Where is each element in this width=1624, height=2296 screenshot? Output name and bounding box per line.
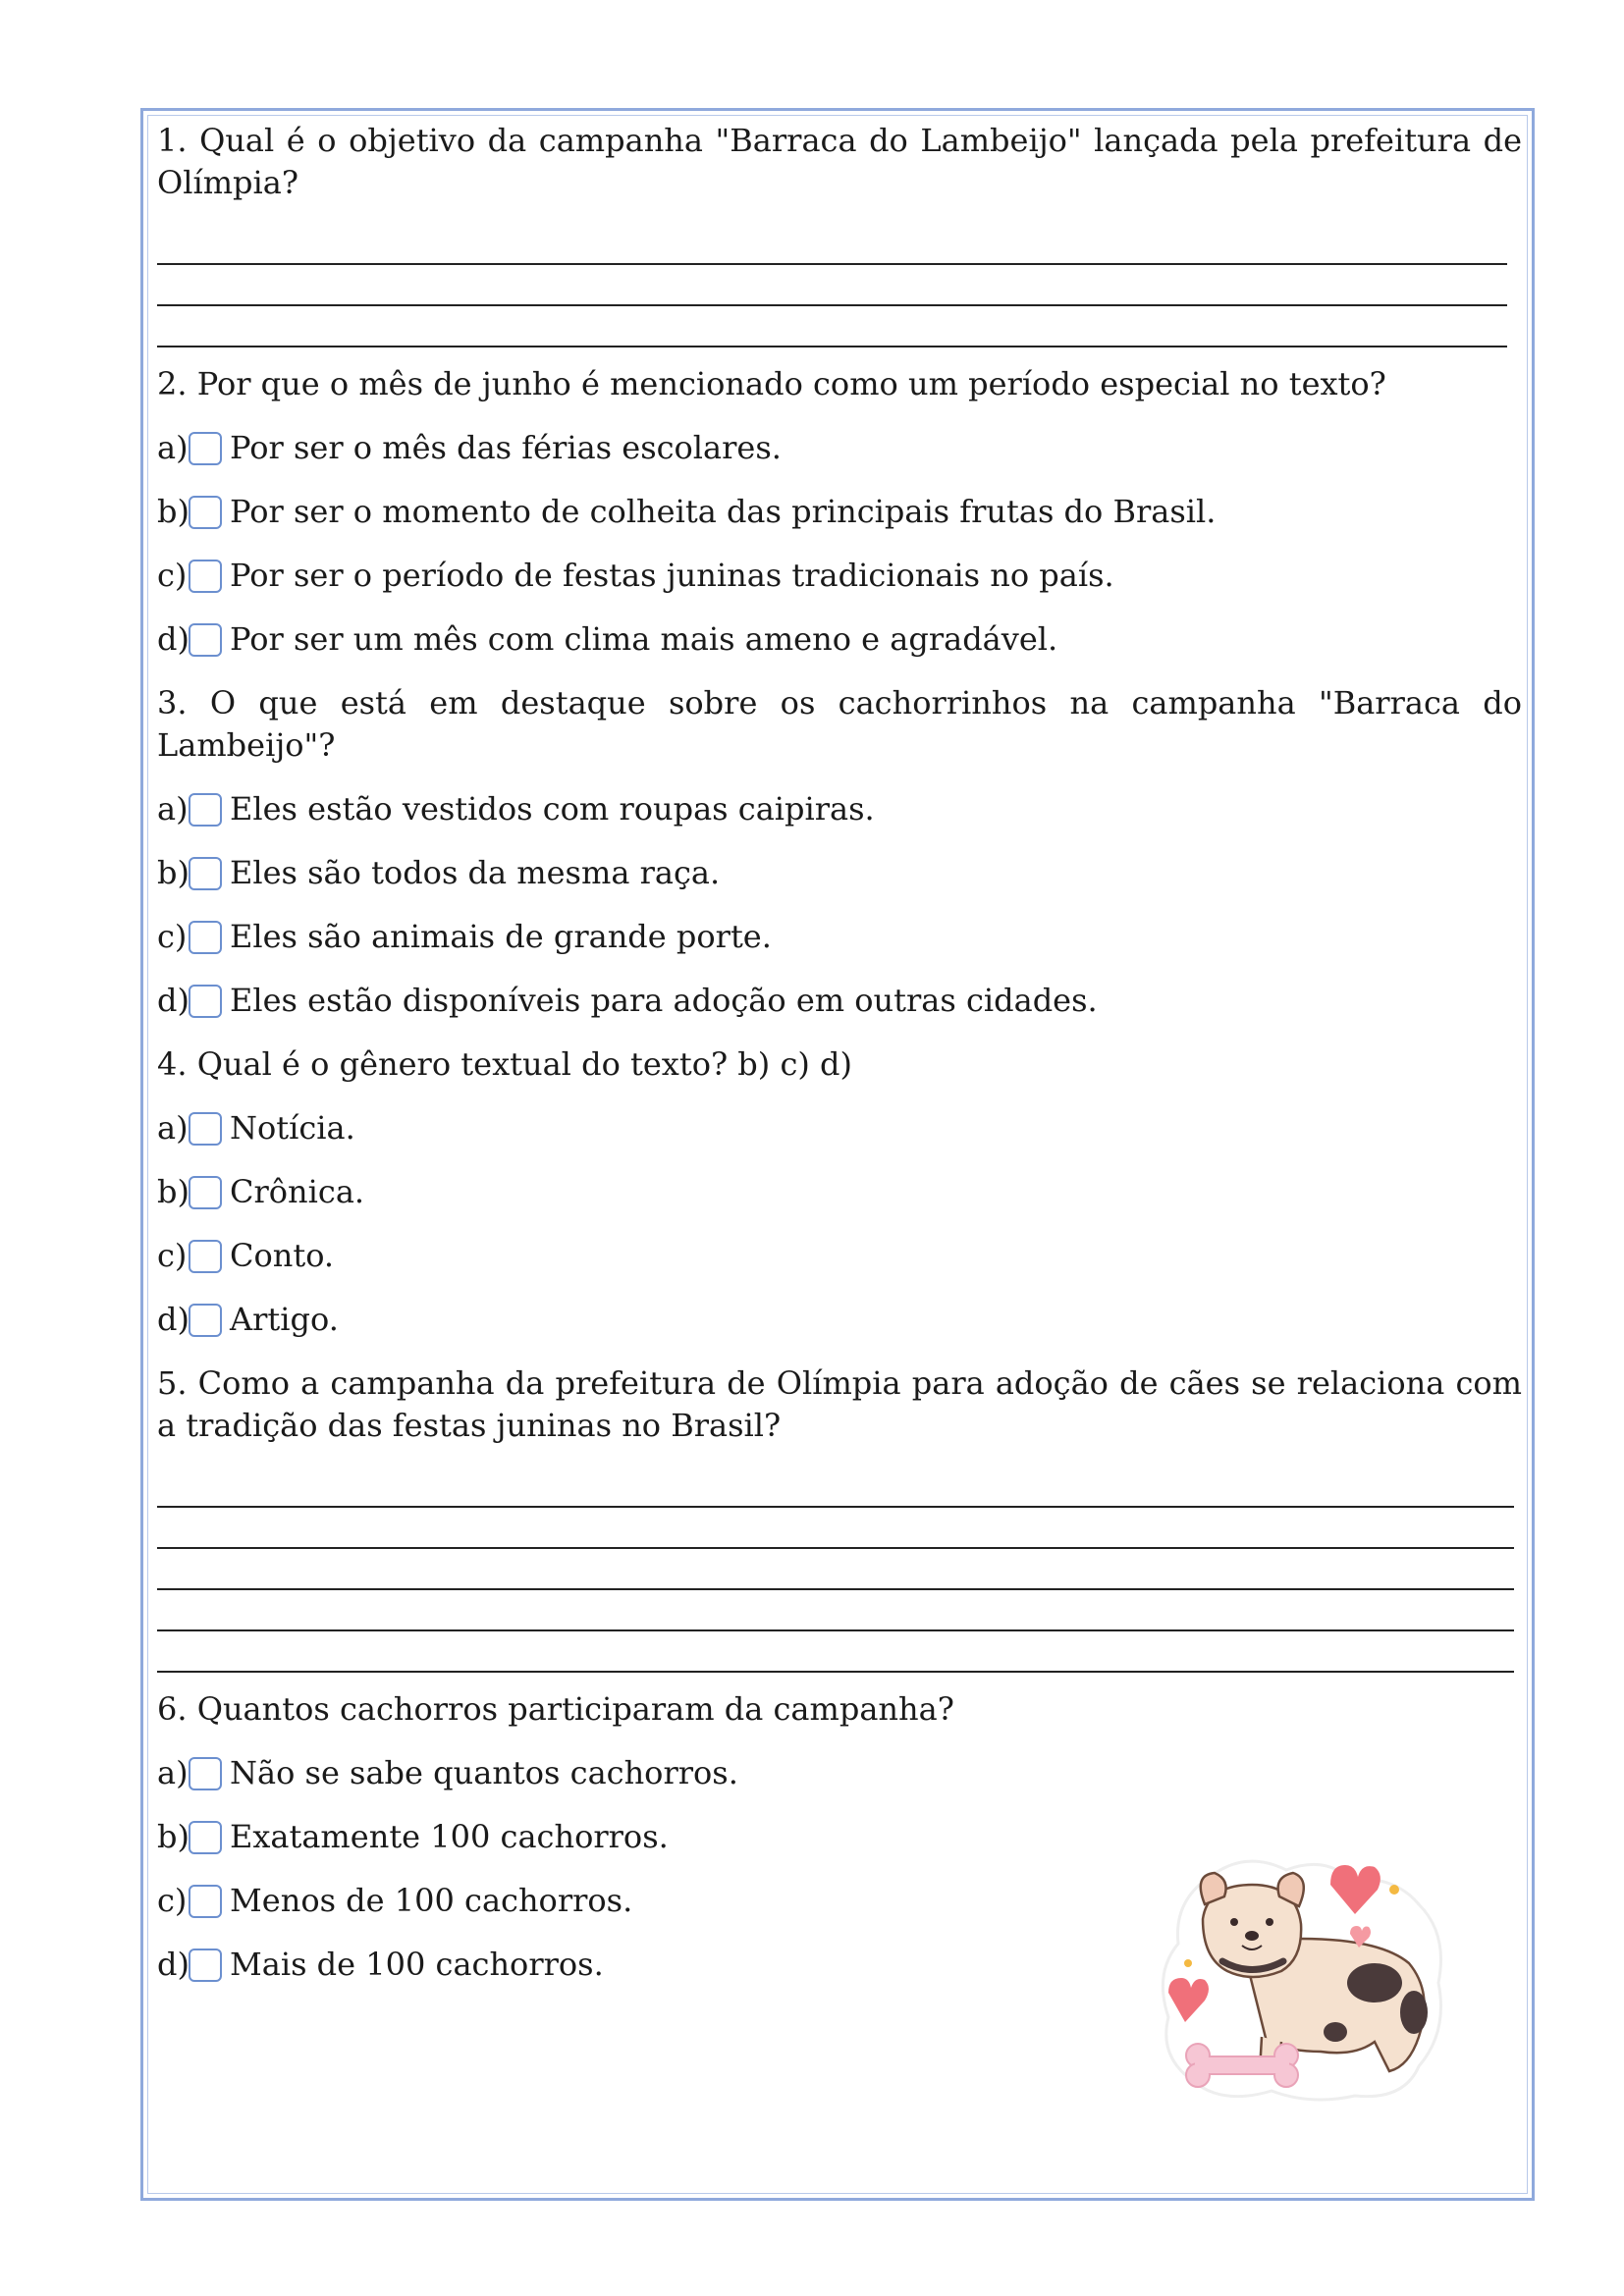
checkbox[interactable] xyxy=(189,857,222,890)
option-text: Crônica. xyxy=(230,1173,365,1210)
question-4 xyxy=(157,1043,1522,1341)
option-letter: b) xyxy=(157,493,189,530)
checkbox[interactable] xyxy=(189,1240,222,1273)
option-letter: b) xyxy=(157,854,189,891)
checkbox[interactable] xyxy=(189,793,222,827)
checkbox[interactable] xyxy=(189,623,222,657)
dog-illustration xyxy=(1154,1845,1453,2110)
question-5-text: 5. Como a campanha da prefeitura de Olímpia para adoção de cães se relaciona com a tradição das festas juninas no Brasil? xyxy=(157,1364,1522,1444)
answer-line[interactable] xyxy=(157,1467,1514,1508)
question-4-text: 4. Qual é o gênero textual do texto? b) c) d) xyxy=(157,1045,852,1083)
dog-eye xyxy=(1266,1918,1273,1926)
question-3-text: 3. O que está em destaque sobre os cachorrinhos na campanha "Barraca do Lambeijo"? xyxy=(157,684,1522,764)
option-2b[interactable] xyxy=(157,491,1522,533)
option-letter: d) xyxy=(157,1301,189,1338)
option-text: Conto. xyxy=(230,1237,335,1274)
option-letter: a) xyxy=(157,1754,189,1791)
answer-line[interactable] xyxy=(157,224,1507,265)
checkbox[interactable] xyxy=(189,1949,222,1982)
answer-lines-5 xyxy=(157,1467,1522,1673)
answer-line[interactable] xyxy=(157,265,1507,306)
option-4a[interactable] xyxy=(157,1107,1522,1149)
checkbox[interactable] xyxy=(189,921,222,954)
option-text: Por ser o momento de colheita das principais frutas do Brasil. xyxy=(230,493,1217,530)
dot-icon xyxy=(1184,1959,1192,1967)
option-letter: c) xyxy=(157,1237,188,1274)
checkbox[interactable] xyxy=(189,1112,222,1146)
question-5 xyxy=(157,1362,1522,1673)
option-2d[interactable] xyxy=(157,618,1522,661)
option-3a[interactable] xyxy=(157,788,1522,830)
question-3 xyxy=(157,682,1522,1022)
checkbox[interactable] xyxy=(189,1885,222,1918)
dog-eye xyxy=(1230,1918,1238,1926)
option-text: Por ser o período de festas juninas tradicionais no país. xyxy=(230,557,1114,594)
checkbox[interactable] xyxy=(189,1757,222,1790)
dog-spot xyxy=(1400,1991,1428,2034)
option-letter: b) xyxy=(157,1818,189,1855)
question-2 xyxy=(157,363,1522,661)
answer-line[interactable] xyxy=(157,306,1507,347)
question-1-text: 1. Qual é o objetivo da campanha "Barraca do Lambeijo" lançada pela prefeitura de Olímpia? xyxy=(157,122,1522,201)
option-text: Mais de 100 cachorros. xyxy=(230,1946,604,1983)
dog-spot xyxy=(1347,1963,1402,2002)
answer-line[interactable] xyxy=(157,1549,1514,1590)
option-text: Não se sabe quantos cachorros. xyxy=(230,1754,738,1791)
option-letter: a) xyxy=(157,429,189,466)
checkbox[interactable] xyxy=(189,560,222,593)
option-letter: a) xyxy=(157,790,189,828)
option-text: Notícia. xyxy=(230,1109,355,1147)
dog-nose xyxy=(1245,1931,1259,1941)
option-4b[interactable] xyxy=(157,1171,1522,1213)
option-text: Eles estão vestidos com roupas caipiras. xyxy=(230,790,875,828)
option-text: Menos de 100 cachorros. xyxy=(230,1882,633,1919)
worksheet xyxy=(157,116,1522,2007)
option-letter: a) xyxy=(157,1109,189,1147)
dog-spot xyxy=(1324,2022,1347,2042)
checkbox[interactable] xyxy=(189,496,222,529)
option-6a[interactable] xyxy=(157,1752,1522,1794)
answer-lines-1 xyxy=(157,224,1522,347)
answer-line[interactable] xyxy=(157,1590,1514,1631)
answer-line[interactable] xyxy=(157,1631,1514,1673)
option-text: Artigo. xyxy=(230,1301,339,1338)
option-letter: d) xyxy=(157,982,189,1019)
option-letter: c) xyxy=(157,1882,188,1919)
checkbox[interactable] xyxy=(189,1176,222,1209)
checkbox[interactable] xyxy=(189,1304,222,1337)
option-4d[interactable] xyxy=(157,1299,1522,1341)
option-text: Exatamente 100 cachorros. xyxy=(230,1818,669,1855)
option-text: Por ser um mês com clima mais ameno e agradável. xyxy=(230,620,1058,658)
option-letter: c) xyxy=(157,557,188,594)
option-3d[interactable] xyxy=(157,980,1522,1022)
answer-line[interactable] xyxy=(157,1508,1514,1549)
option-2a[interactable] xyxy=(157,427,1522,469)
option-text: Eles estão disponíveis para adoção em outras cidades. xyxy=(230,982,1098,1019)
option-2c[interactable] xyxy=(157,555,1522,597)
option-letter: b) xyxy=(157,1173,189,1210)
checkbox[interactable] xyxy=(189,985,222,1018)
checkbox[interactable] xyxy=(189,1821,222,1854)
option-3b[interactable] xyxy=(157,852,1522,894)
option-letter: c) xyxy=(157,918,188,955)
question-1 xyxy=(157,120,1522,347)
option-text: Eles são animais de grande porte. xyxy=(230,918,772,955)
option-letter: d) xyxy=(157,1946,189,1983)
question-6-text: 6. Quantos cachorros participaram da campanha? xyxy=(157,1690,954,1728)
option-text: Eles são todos da mesma raça. xyxy=(230,854,721,891)
option-4c[interactable] xyxy=(157,1235,1522,1277)
option-letter: d) xyxy=(157,620,189,658)
option-text: Por ser o mês das férias escolares. xyxy=(230,429,782,466)
option-3c[interactable] xyxy=(157,916,1522,958)
checkbox[interactable] xyxy=(189,432,222,465)
question-2-text: 2. Por que o mês de junho é mencionado como um período especial no texto? xyxy=(157,365,1386,402)
dot-icon xyxy=(1389,1885,1399,1895)
